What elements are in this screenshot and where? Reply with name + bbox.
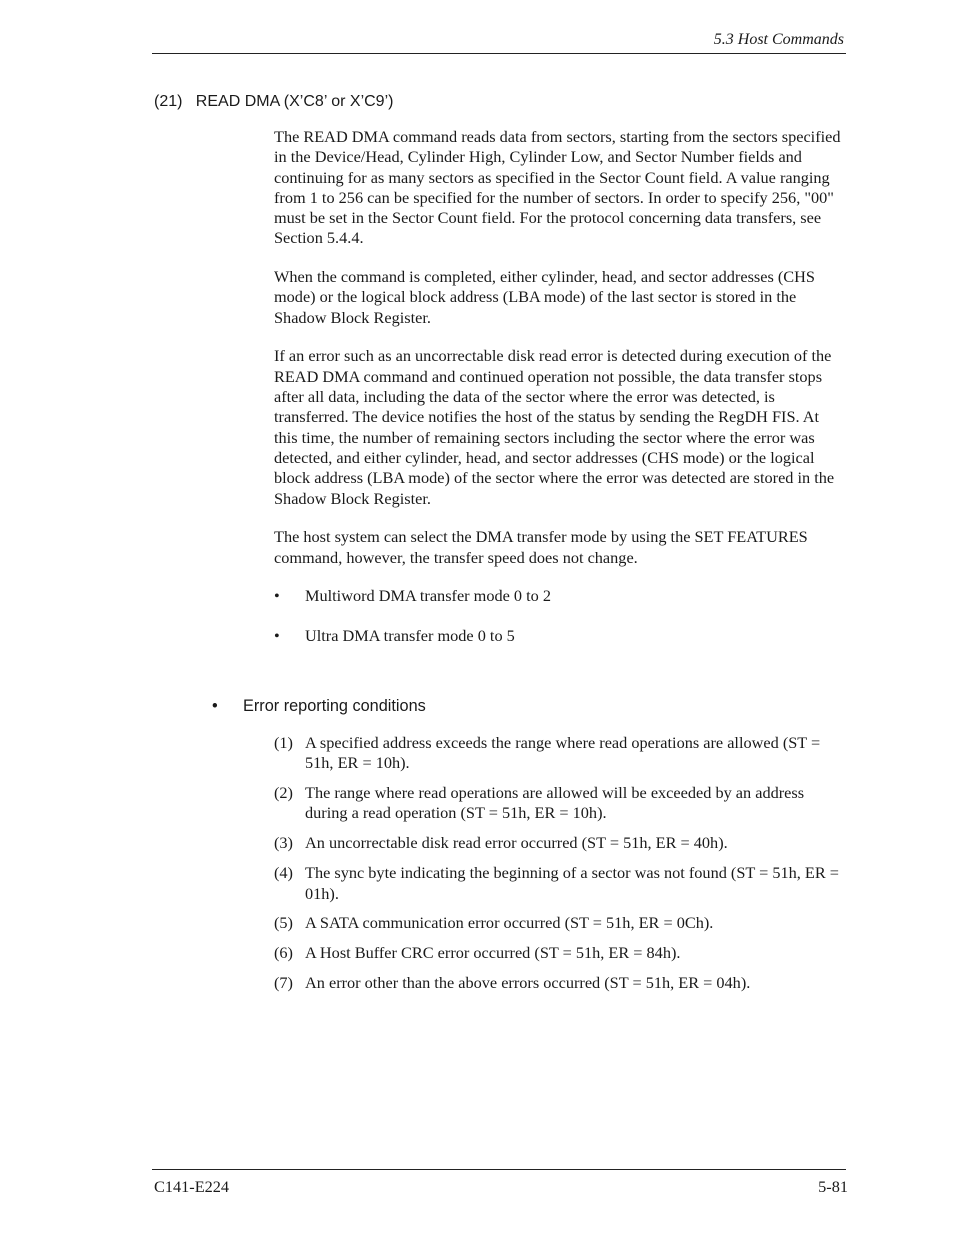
document-id: C141-E224 bbox=[154, 1177, 230, 1196]
list-item bbox=[274, 863, 846, 904]
section-heading: (21) READ DMA (X’C8’ or X’C9’) bbox=[154, 93, 394, 110]
page-number: 5-81 bbox=[818, 1177, 848, 1196]
bullet-icon: • bbox=[212, 697, 218, 715]
item-number: (6) bbox=[274, 943, 293, 963]
item-number: (2) bbox=[274, 783, 293, 803]
paragraph: If an error such as an uncorrectable disk read error is detected during execution of the READ DMA command and continued operation not possible, the data transfer stops after all data, including the data of the sector where the error was detected, is transferred. The device notifies the host of the status by sending the RegDH FIS. At this time, the number of remaining sectors including the sector where the error was detected, and either cylinder, head, and sector addresses (CHS mode) or the logical block address (LBA mode) of the sector where the error was detected are stored in the Shadow Block Register. bbox=[274, 346, 835, 508]
error-reporting-heading bbox=[212, 697, 426, 716]
list-item bbox=[274, 973, 846, 993]
item-text: A SATA communication error occurred (ST = 51h, ER = 0Ch). bbox=[305, 913, 714, 933]
item-text: A Host Buffer CRC error occurred (ST = 51h, ER = 84h). bbox=[305, 943, 681, 963]
item-number: (5) bbox=[274, 913, 293, 933]
running-header: 5.3 Host Commands bbox=[713, 31, 844, 48]
item-text: The range where read operations are allowed will be exceeded by an address during a read operation (ST = 51h, ER = 10h). bbox=[305, 783, 805, 823]
item-text: The sync byte indicating the beginning of a sector was not found (ST = 51h, ER = 01h). bbox=[305, 863, 839, 903]
item-number: (4) bbox=[274, 863, 293, 883]
list-item-text: Ultra DMA transfer mode 0 to 5 bbox=[305, 626, 515, 646]
transfer-mode-list bbox=[274, 586, 846, 646]
list-item bbox=[274, 943, 846, 963]
list-item bbox=[274, 913, 846, 933]
item-number: (3) bbox=[274, 833, 293, 853]
item-number: (1) bbox=[274, 733, 293, 752]
list-item-text: Multiword DMA transfer mode 0 to 2 bbox=[305, 586, 551, 606]
list-item bbox=[274, 626, 846, 646]
paragraph: The READ DMA command reads data from sectors, starting from the sectors specified in the Device/Head, Cylinder High, Cylinder Low, and Sector Number fields and continuing for as many sectors as specified in the Sector Count field. A value ranging from 1 to 256 can be specified for the number of sectors. In order to specify 256, "00" must be set in the Sector Count field. For the protocol concerning data transfers, see Section 5.4.4. bbox=[274, 127, 841, 248]
error-conditions-list bbox=[274, 733, 846, 1003]
list-item bbox=[274, 586, 846, 606]
footer-rule bbox=[152, 1169, 846, 1170]
error-heading-label: Error reporting conditions bbox=[243, 697, 426, 715]
list-item bbox=[274, 833, 846, 853]
bullet-icon: • bbox=[274, 626, 280, 646]
paragraph: When the command is completed, either cylinder, head, and sector addresses (CHS mode) or the logical block address (LBA mode) of the last sector is stored in the Shadow Block Register. bbox=[274, 267, 815, 327]
paragraph: The host system can select the DMA transfer mode by using the SET FEATURES command, however, the transfer speed does not change. bbox=[274, 527, 808, 567]
header-rule bbox=[152, 53, 846, 54]
item-text: An error other than the above errors occurred (ST = 51h, ER = 04h). bbox=[305, 973, 751, 993]
list-item bbox=[274, 733, 846, 774]
list-item bbox=[274, 783, 846, 824]
item-number: (7) bbox=[274, 973, 293, 993]
bullet-icon: • bbox=[274, 586, 280, 606]
item-text: A specified address exceeds the range where read operations are allowed (ST = 51h, ER = 10h). bbox=[305, 733, 821, 773]
item-text: An uncorrectable disk read error occurred (ST = 51h, ER = 40h). bbox=[305, 833, 728, 853]
body-text bbox=[274, 127, 846, 666]
